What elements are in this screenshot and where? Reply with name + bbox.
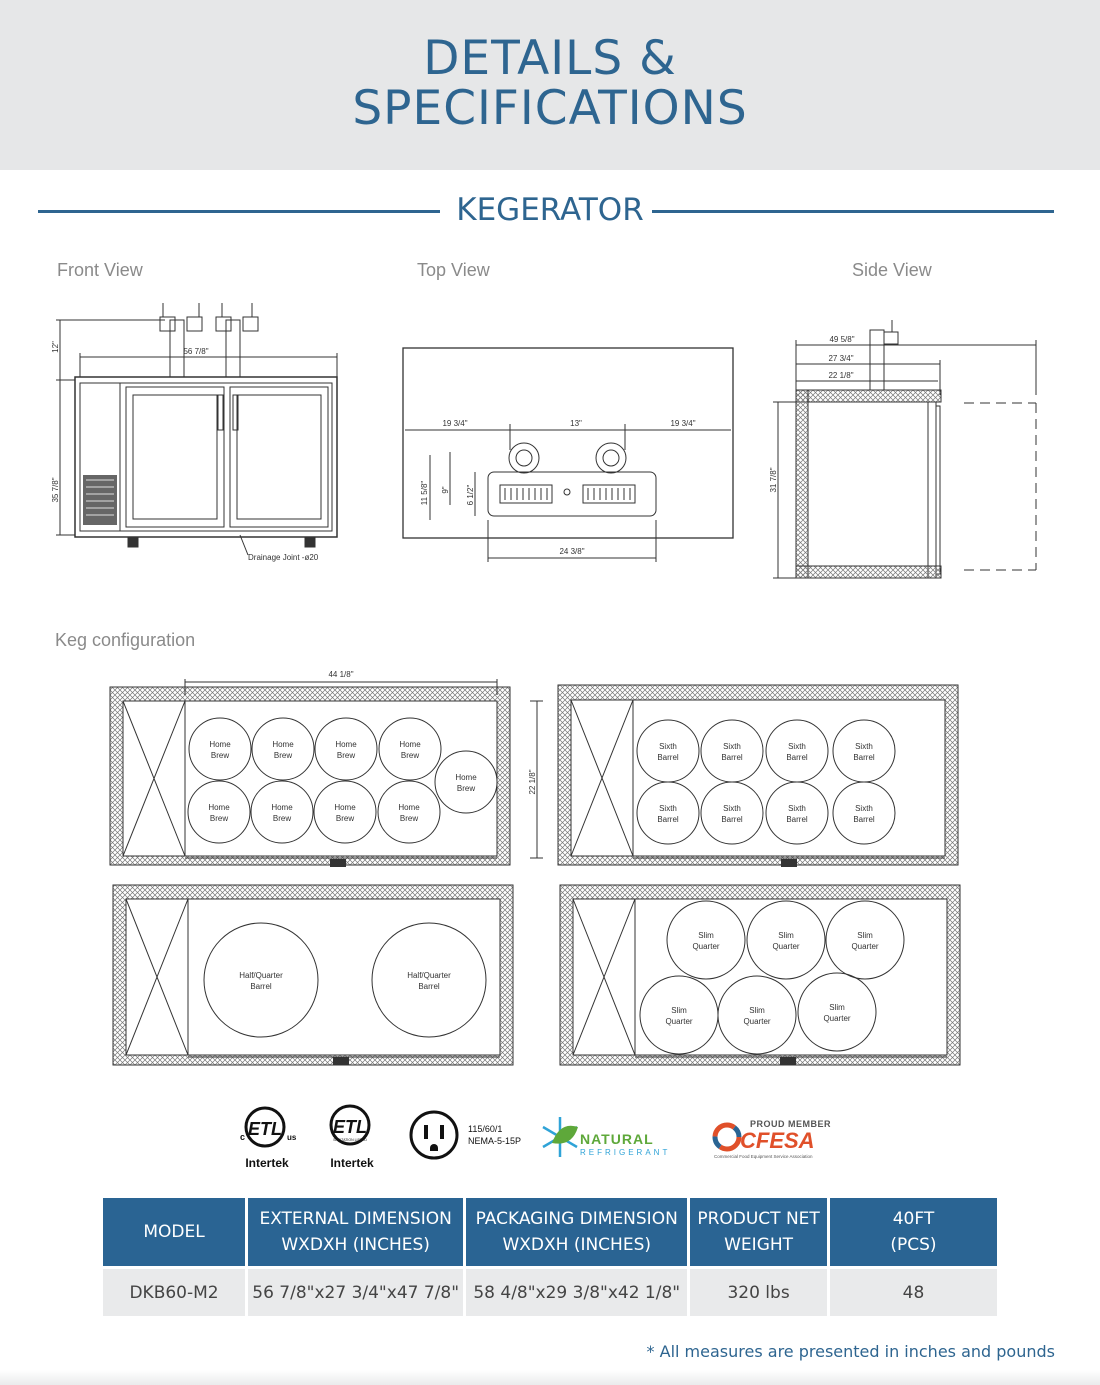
etl-intertek-text: Intertek — [245, 1156, 289, 1170]
cfesa-top-text: PROUD MEMBER — [750, 1119, 832, 1129]
header-model — [103, 1198, 245, 1266]
keg-label-home-brew-8: Home Brew — [398, 803, 420, 823]
keg-label-home-brew-7: Home Brew — [334, 803, 356, 823]
top-left-dim: 19 3/4" — [442, 419, 468, 428]
header-packaging-line1: PACKAGING DIMENSION — [475, 1209, 678, 1229]
etl-c-mark: c — [240, 1132, 246, 1142]
front-view-drawing — [50, 295, 350, 570]
refrigerant-word: REFRIGERANT — [580, 1148, 671, 1157]
keg-label-sixth-barrel-1: Sixth Barrel — [721, 742, 743, 762]
cell-40ft-pcs: 48 — [830, 1266, 997, 1316]
header-40ft-pcs — [830, 1198, 997, 1266]
cfesa-word: CFESA — [740, 1128, 815, 1153]
keg-label-sixth-barrel-0: Sixth Barrel — [657, 742, 679, 762]
keg-label-half-quarter-1: Half/Quarter Barrel — [407, 971, 451, 991]
keg-label-sixth-barrel-2: Sixth Barrel — [786, 742, 808, 762]
keg-label-sixth-barrel-3: Sixth Barrel — [853, 742, 875, 762]
keg-config-label: Keg configuration — [55, 630, 196, 650]
bottom-shade — [0, 1370, 1100, 1385]
side-view-label: Side View — [852, 260, 932, 280]
side-height-dim: 31 7/8" — [769, 467, 778, 493]
keg-label-home-brew-2: Home Brew — [335, 740, 357, 760]
keg-label-slim-quarter-3: Slim Quarter — [665, 1006, 693, 1026]
keg-label-sixth-barrel-4: Sixth Barrel — [657, 804, 679, 824]
keg-label-slim-quarter-4: Slim Quarter — [743, 1006, 771, 1026]
header-external-line1: EXTERNAL DIMENSION — [259, 1209, 452, 1229]
header-model-line1: MODEL — [143, 1222, 205, 1242]
header-net-weight — [690, 1198, 827, 1266]
front-tap-height-dim: 12" — [51, 341, 60, 353]
side-view-drawing — [768, 320, 1048, 585]
front-height-dim: 35 7/8" — [51, 477, 60, 503]
keg-label-sixth-barrel-7: Sixth Barrel — [853, 804, 875, 824]
header-pcs-line1: 40FT — [892, 1209, 935, 1229]
side-depth-cabinet-dim: 22 1/8" — [828, 371, 854, 380]
front-width-dim: 56 7/8" — [183, 347, 209, 356]
etl-us-mark: us — [287, 1133, 297, 1142]
header-weight-line1: PRODUCT NET — [697, 1209, 820, 1229]
spec-table — [100, 1198, 1000, 1316]
top-right-dim: 19 3/4" — [670, 419, 696, 428]
cfesa-sub-text: Commercial Food Equipment Service Association — [714, 1154, 813, 1159]
sanitation-mark: ETL — [333, 1117, 367, 1137]
keg-label-home-brew-3: Home Brew — [399, 740, 421, 760]
natural-refrigerant-logo — [543, 1117, 670, 1157]
cfesa-logo — [714, 1119, 831, 1159]
keg-config-drawing — [105, 665, 975, 1075]
header-pcs-line2: (PCS) — [890, 1235, 937, 1255]
natural-word: NATURAL — [580, 1131, 654, 1147]
header-packaging-dimension — [466, 1198, 687, 1266]
top-view-label: Top View — [417, 260, 490, 280]
top-tray-width-dim: 24 3/8" — [559, 547, 585, 556]
top-view-drawing — [395, 340, 745, 565]
plug-spec-line2: NEMA-5-15P — [468, 1136, 522, 1146]
section-rule-right — [652, 210, 1054, 213]
keg-label-home-brew-6: Home Brew — [271, 803, 293, 823]
keg-label-home-brew-4: Home Brew — [455, 773, 477, 793]
keg-panel-sixth-barrel — [558, 685, 958, 867]
keg-label-sixth-barrel-6: Sixth Barrel — [786, 804, 808, 824]
top-depth-a-dim: 11 5/8" — [420, 480, 429, 506]
cell-packaging-dimension: 58 4/8"x29 3/8"x42 1/8" — [466, 1266, 687, 1316]
top-depth-c-dim: 6 1/2" — [466, 484, 475, 506]
side-depth-doors-dim: 27 3/4" — [828, 354, 854, 363]
keg-label-slim-quarter-0: Slim Quarter — [692, 931, 720, 951]
spec-table-header-row — [103, 1198, 997, 1266]
section-title: KEGERATOR — [456, 192, 644, 228]
page-title-line2: SPECIFICATIONS — [352, 81, 748, 136]
keg-label-sixth-barrel-5: Sixth Barrel — [721, 804, 743, 824]
keg-label-home-brew-0: Home Brew — [209, 740, 231, 760]
keg-width-dim: 44 1/8" — [328, 670, 354, 679]
etl-listed-logo — [240, 1108, 297, 1170]
certification-row — [230, 1095, 870, 1175]
sanitation-intertek-text: Intertek — [330, 1156, 374, 1170]
keg-depth-dim: 22 1/8" — [528, 769, 537, 795]
cell-model: DKB60-M2 — [103, 1266, 245, 1316]
keg-label-slim-quarter-2: Slim Quarter — [851, 931, 879, 951]
table-row — [103, 1266, 997, 1316]
top-depth-b-dim: 9" — [441, 486, 450, 494]
certification-logos — [230, 1095, 870, 1175]
plug-spec-line1: 115/60/1 — [468, 1124, 503, 1134]
header-external-line2: WXDXH (INCHES) — [281, 1235, 430, 1255]
keg-label-slim-quarter-1: Slim Quarter — [772, 931, 800, 951]
keg-label-slim-quarter-5: Slim Quarter — [823, 1003, 851, 1023]
keg-panel-slim-quarter — [560, 885, 960, 1065]
front-drain-dim: Drainage Joint -ø20 — [248, 553, 319, 562]
header-weight-line2: WEIGHT — [724, 1235, 794, 1255]
keg-label-half-quarter-0: Half/Quarter Barrel — [239, 971, 283, 991]
page-title-line1: DETAILS & — [423, 31, 677, 86]
side-overall-dim: 49 5/8" — [829, 335, 855, 344]
etl-sanitation-logo — [330, 1106, 374, 1170]
front-view-label: Front View — [57, 260, 143, 280]
footnote: * All measures are presented in inches and pounds — [646, 1342, 1055, 1361]
page-title — [0, 31, 1100, 136]
plug-icon — [411, 1112, 521, 1158]
keg-panel-half-quarter — [113, 885, 513, 1065]
keg-label-home-brew-1: Home Brew — [272, 740, 294, 760]
header-packaging-line2: WXDXH (INCHES) — [502, 1235, 651, 1255]
keg-label-home-brew-5: Home Brew — [208, 803, 230, 823]
etl-mark: ETL — [248, 1119, 282, 1139]
sanitation-sub-text: SANITATION LISTED — [333, 1138, 367, 1142]
header-external-dimension — [248, 1198, 463, 1266]
cell-net-weight: 320 lbs — [690, 1266, 827, 1316]
top-center-dim: 13" — [570, 419, 582, 428]
section-rule-left — [38, 210, 440, 213]
cell-external-dimension: 56 7/8"x27 3/4"x47 7/8" — [248, 1266, 463, 1316]
